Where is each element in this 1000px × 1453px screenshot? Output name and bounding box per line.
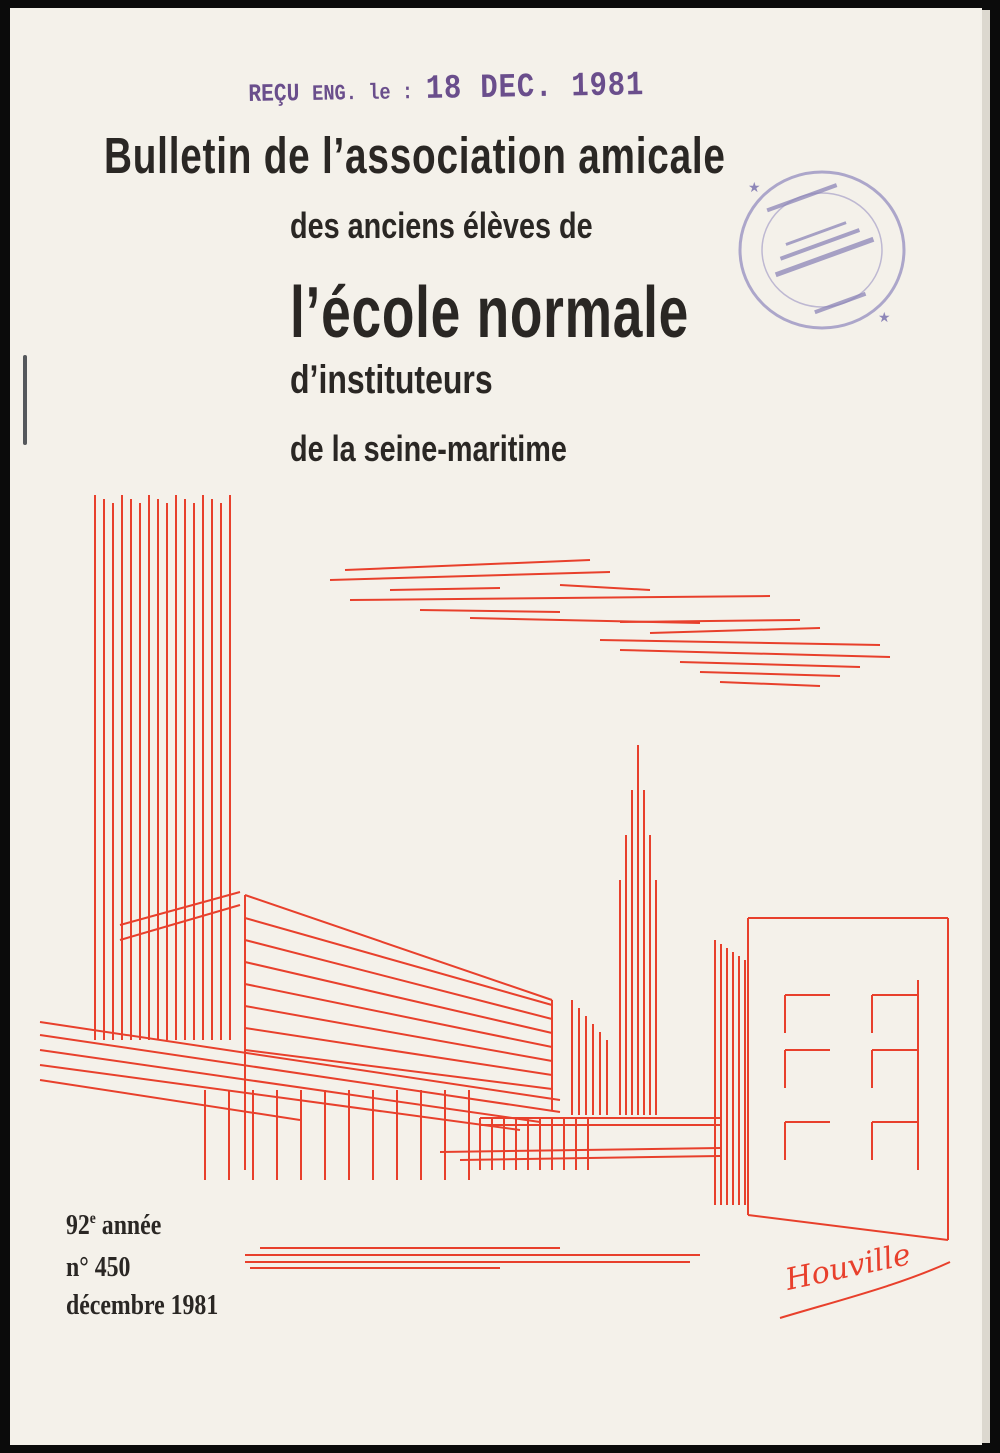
block-line <box>440 1148 720 1152</box>
title-line-3: l’école normale <box>290 273 690 353</box>
sky-streak <box>560 585 650 590</box>
sky-streak <box>680 662 860 667</box>
sky-streak <box>390 588 500 590</box>
received-date-stamp <box>248 67 644 112</box>
issue-number: n° 450 <box>66 1252 131 1283</box>
stamp-prefix: REÇU <box>248 79 300 109</box>
signature <box>780 1237 950 1318</box>
block-line <box>245 1028 552 1075</box>
main-block-lines <box>40 895 720 1180</box>
block-line <box>245 895 552 1000</box>
title-line-5: de la seine-maritime <box>290 428 567 469</box>
block-line <box>245 918 552 1005</box>
sky-streak <box>345 560 590 570</box>
block-line <box>40 1080 300 1120</box>
title-line-1: Bulletin de l’association amicale <box>104 127 726 184</box>
signature-text: Houville <box>782 1237 914 1298</box>
block-line <box>245 940 552 1019</box>
misc-lines <box>245 1248 700 1268</box>
right-building-lines <box>715 918 948 1240</box>
stamp-date: 18 DEC. 1981 <box>425 67 645 109</box>
title-line-4: d’instituteurs <box>290 358 493 402</box>
library-round-stamp <box>730 162 910 342</box>
sky-streaks <box>330 560 890 686</box>
sky-streak <box>350 596 770 600</box>
block-line <box>245 1050 552 1089</box>
issue-year-sup: e <box>89 1210 96 1227</box>
spire-lines <box>572 745 656 1115</box>
block-line <box>460 1156 720 1160</box>
sky-streak <box>620 650 890 657</box>
star-icon: ★ <box>748 180 761 196</box>
issue-year <box>66 1210 161 1242</box>
sky-streak <box>420 610 560 612</box>
issue-date: décembre 1981 <box>66 1290 219 1321</box>
title-line-2: des anciens élèves de <box>290 205 593 246</box>
block-line <box>245 984 552 1047</box>
star-icon: ★ <box>878 310 891 326</box>
sky-streak <box>600 640 880 645</box>
block-line <box>245 962 552 1033</box>
sky-streak <box>720 682 820 686</box>
block-line <box>40 1065 520 1130</box>
sky-streak <box>330 572 610 580</box>
issue-year-word: année <box>101 1210 162 1241</box>
tower-lines <box>95 495 240 1040</box>
sky-streak <box>700 672 840 676</box>
stamp-label: ENG. le : <box>311 80 414 107</box>
sky-streak <box>650 628 820 633</box>
right-building-line <box>748 1215 948 1240</box>
block-line <box>245 1006 552 1061</box>
issue-year-number: 92 <box>66 1210 90 1241</box>
